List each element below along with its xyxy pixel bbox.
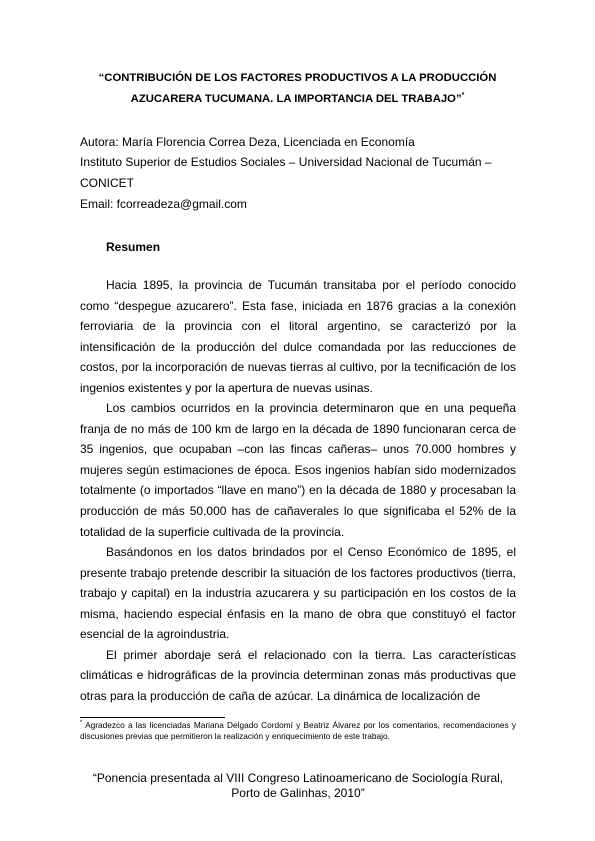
- title-line-1: “CONTRIBUCIÓN DE LOS FACTORES PRODUCTIVOS A LA PRODUCCIÓN: [98, 72, 497, 84]
- footnote: [80, 720, 516, 741]
- paragraph-4: El primer abordaje será el relacionado con la tierra. Las características climáticas e hidrográficas de la provincia determinan zonas más productivas que otras para la producción de caña de azúcar. La dinámica de localización de: [80, 647, 516, 703]
- paragraph-1: Hacia 1895, la provincia de Tucumán transitaba por el período conocido como “despegue azucarero”. Esta fase, iniciada en 1876 gracias a la conexión ferroviaria de la provincia con el litoral argentino, se caracterizó por la intensificación de la producción del dulce comandada por las reducciones de costos, por la incorporación de nuevas tierras al cultivo, por la tecnificación de los ingenios existentes y por la apertura de nuevas usinas.: [80, 278, 516, 395]
- abstract-heading: Resumen: [106, 240, 161, 254]
- title-line-2-text: AZUCARERA TUCUMANA. LA IMPORTANCIA DEL TRABAJO”: [130, 93, 462, 105]
- footnote-mark: *: [80, 720, 83, 727]
- conference-line-2: Porto de Galinhas, 2010”: [231, 786, 365, 800]
- abstract-body: [80, 275, 516, 706]
- conference-line-1: “Ponencia presentada al VIII Congreso Latinoamericano de Sociología Rural,: [92, 771, 504, 785]
- email-line: Email: fcorreadeza@gmail.com: [80, 197, 247, 211]
- paragraph-3: Basándonos en los datos brindados por el Censo Económico de 1895, el presente trabajo pretende describir la situación de los factores productivos (tierra, trabajo y capital) en la industria azucarera y su participación en los costos de la misma, haciendo especial énfasis en la mano de obra que constituyó el factor esencial de la agroindustria.: [80, 545, 516, 642]
- conference-note: [80, 771, 516, 801]
- document-title: [80, 68, 515, 110]
- institution-line-2: CONICET: [80, 176, 134, 190]
- institution-line-1: Instituto Superior de Estudios Sociales – Universidad Nacional de Tucumán –: [80, 155, 492, 169]
- title-footnote-mark: *: [461, 92, 465, 100]
- footnote-text: Agradezco a las licenciadas Mariana Delgado Cordomí y Beatriz Álvarez por los comentarios, recomendaciones y discusiones previas que permitieron la realización y enriquecimiento de este trabajo.: [80, 720, 516, 741]
- footnote-divider: [80, 717, 225, 718]
- title-line-2: [80, 89, 515, 110]
- paragraph-2: Los cambios ocurridos en la provincia determinaron que en una pequeña franja de no más de 100 km de largo en la década de 1890 funcionaran cerca de 35 ingenios, que ocupaban –con las fincas cañeras– unos 70.000 hombres y mujeres según estimaciones de época. Esos ingenios habían sido modernizados totalmente (o importados “llave en mano”) en la década de 1880 y procesaban la producción de más 50.000 has de cañaverales lo que significaba el 52% de la totalidad de la superficie cultivada de la provincia.: [80, 401, 516, 539]
- author-line: Autora: María Florencia Correa Deza, Licenciada en Economía: [80, 135, 415, 149]
